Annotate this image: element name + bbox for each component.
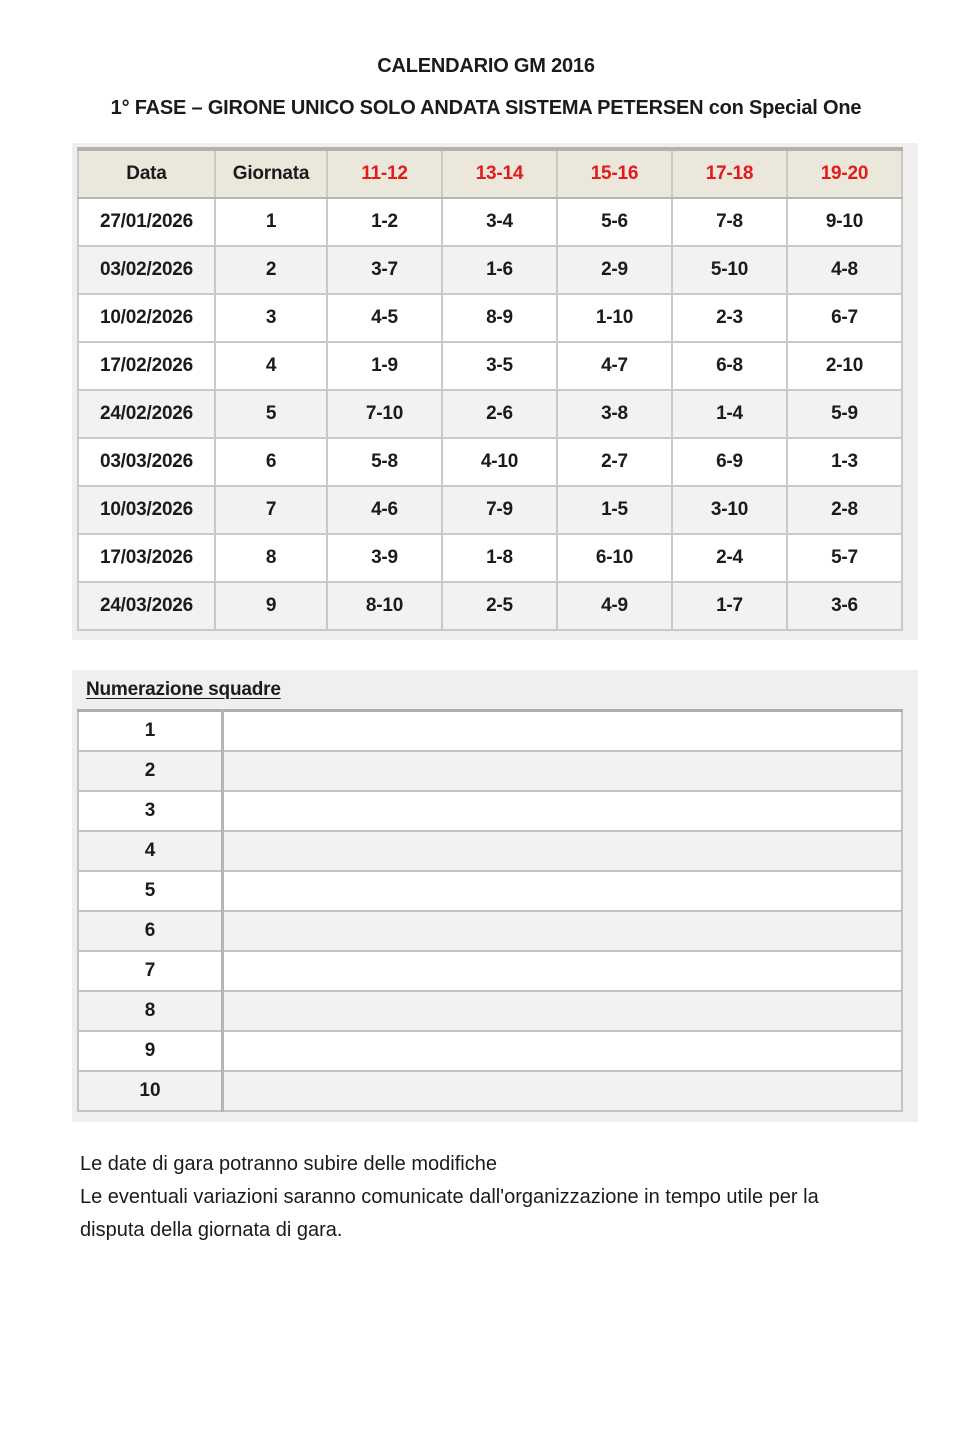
page-subtitle: 1° FASE – GIRONE UNICO SOLO ANDATA SISTEMA PETERSEN con Special One (110, 97, 862, 119)
numbering-row (78, 991, 902, 1031)
date-cell: 27/01/2026 (78, 198, 215, 246)
footer-line: disputa della giornata di gara. (80, 1219, 343, 1241)
match-cell: 2-8 (787, 486, 902, 534)
match-cell: 3-10 (672, 486, 787, 534)
numbering-row (78, 831, 902, 871)
team-number-cell: 2 (78, 751, 223, 791)
match-cell: 1-9 (327, 342, 442, 390)
numbering-row (78, 1071, 902, 1111)
giornata-cell: 5 (215, 390, 327, 438)
footer-line: Le eventuali variazioni saranno comunicate dall'organizzazione in tempo utile per la (80, 1186, 819, 1208)
giornata-cell: 2 (215, 246, 327, 294)
match-cell: 4-6 (327, 486, 442, 534)
table-row (78, 390, 902, 438)
date-cell: 24/02/2026 (78, 390, 215, 438)
date-cell: 03/02/2026 (78, 246, 215, 294)
match-cell: 4-8 (787, 246, 902, 294)
team-name-cell (223, 911, 903, 951)
table-row (78, 198, 902, 246)
match-cell: 5-9 (787, 390, 902, 438)
date-cell: 17/03/2026 (78, 534, 215, 582)
date-cell: 03/03/2026 (78, 438, 215, 486)
giornata-cell: 3 (215, 294, 327, 342)
table-row (78, 582, 902, 630)
match-cell: 6-9 (672, 438, 787, 486)
table-row (78, 246, 902, 294)
document-page (0, 55, 972, 1247)
match-cell: 8-10 (327, 582, 442, 630)
match-cell: 3-5 (442, 342, 557, 390)
match-cell: 2-5 (442, 582, 557, 630)
team-name-cell (223, 951, 903, 991)
team-number-cell: 9 (78, 1031, 223, 1071)
match-cell: 3-6 (787, 582, 902, 630)
match-cell: 8-9 (442, 294, 557, 342)
section-heading: Numerazione squadre (86, 679, 281, 700)
match-cell: 4-5 (327, 294, 442, 342)
match-cell: 3-8 (557, 390, 672, 438)
column-header-giornata: Giornata (215, 149, 327, 198)
team-name-cell (223, 831, 903, 871)
team-number-cell: 4 (78, 831, 223, 871)
numbering-row (78, 751, 902, 791)
date-cell: 10/02/2026 (78, 294, 215, 342)
team-name-cell (223, 1071, 903, 1111)
numbering-row (78, 711, 902, 752)
match-cell: 1-4 (672, 390, 787, 438)
match-cell: 1-3 (787, 438, 902, 486)
match-cell: 5-8 (327, 438, 442, 486)
page-title: CALENDARIO GM 2016 (377, 55, 595, 77)
match-cell: 6-8 (672, 342, 787, 390)
team-number-cell: 7 (78, 951, 223, 991)
date-cell: 24/03/2026 (78, 582, 215, 630)
table-row (78, 438, 902, 486)
match-cell: 7-9 (442, 486, 557, 534)
footer-line: Le date di gara potranno subire delle modifiche (80, 1153, 497, 1175)
column-header-data: Data (78, 149, 215, 198)
team-name-cell (223, 751, 903, 791)
schedule-table (77, 147, 903, 631)
numbering-panel (72, 670, 918, 1122)
giornata-cell: 7 (215, 486, 327, 534)
schedule-panel (72, 143, 918, 640)
column-header-slot-11-12: 11-12 (327, 149, 442, 198)
match-cell: 2-7 (557, 438, 672, 486)
column-header-slot-15-16: 15-16 (557, 149, 672, 198)
match-cell: 4-10 (442, 438, 557, 486)
numbering-table (77, 709, 903, 1112)
match-cell: 2-9 (557, 246, 672, 294)
match-cell: 2-10 (787, 342, 902, 390)
team-name-cell (223, 1031, 903, 1071)
header-row (78, 149, 902, 198)
match-cell: 1-6 (442, 246, 557, 294)
match-cell: 5-10 (672, 246, 787, 294)
numbering-row (78, 911, 902, 951)
numbering-row (78, 871, 902, 911)
match-cell: 5-7 (787, 534, 902, 582)
giornata-cell: 8 (215, 534, 327, 582)
numbering-row (78, 1031, 902, 1071)
team-number-cell: 5 (78, 871, 223, 911)
table-row (78, 294, 902, 342)
match-cell: 3-7 (327, 246, 442, 294)
match-cell: 4-9 (557, 582, 672, 630)
column-header-slot-13-14: 13-14 (442, 149, 557, 198)
giornata-cell: 1 (215, 198, 327, 246)
numbering-row (78, 791, 902, 831)
match-cell: 2-6 (442, 390, 557, 438)
team-name-cell (223, 711, 903, 752)
date-cell: 17/02/2026 (78, 342, 215, 390)
match-cell: 2-3 (672, 294, 787, 342)
team-number-cell: 8 (78, 991, 223, 1031)
table-row (78, 486, 902, 534)
match-cell: 3-9 (327, 534, 442, 582)
match-cell: 1-2 (327, 198, 442, 246)
team-number-cell: 3 (78, 791, 223, 831)
team-number-cell: 1 (78, 711, 223, 752)
column-header-slot-19-20: 19-20 (787, 149, 902, 198)
giornata-cell: 6 (215, 438, 327, 486)
giornata-cell: 9 (215, 582, 327, 630)
table-row (78, 534, 902, 582)
match-cell: 7-8 (672, 198, 787, 246)
team-number-cell: 6 (78, 911, 223, 951)
match-cell: 1-5 (557, 486, 672, 534)
team-name-cell (223, 871, 903, 911)
giornata-cell: 4 (215, 342, 327, 390)
team-name-cell (223, 791, 903, 831)
match-cell: 9-10 (787, 198, 902, 246)
match-cell: 1-8 (442, 534, 557, 582)
footer-note (80, 1148, 972, 1247)
match-cell: 2-4 (672, 534, 787, 582)
team-name-cell (223, 991, 903, 1031)
table-row (78, 342, 902, 390)
match-cell: 4-7 (557, 342, 672, 390)
match-cell: 5-6 (557, 198, 672, 246)
column-header-slot-17-18: 17-18 (672, 149, 787, 198)
match-cell: 3-4 (442, 198, 557, 246)
numbering-row (78, 951, 902, 991)
match-cell: 7-10 (327, 390, 442, 438)
match-cell: 1-10 (557, 294, 672, 342)
team-number-cell: 10 (78, 1071, 223, 1111)
match-cell: 6-7 (787, 294, 902, 342)
match-cell: 6-10 (557, 534, 672, 582)
date-cell: 10/03/2026 (78, 486, 215, 534)
match-cell: 1-7 (672, 582, 787, 630)
